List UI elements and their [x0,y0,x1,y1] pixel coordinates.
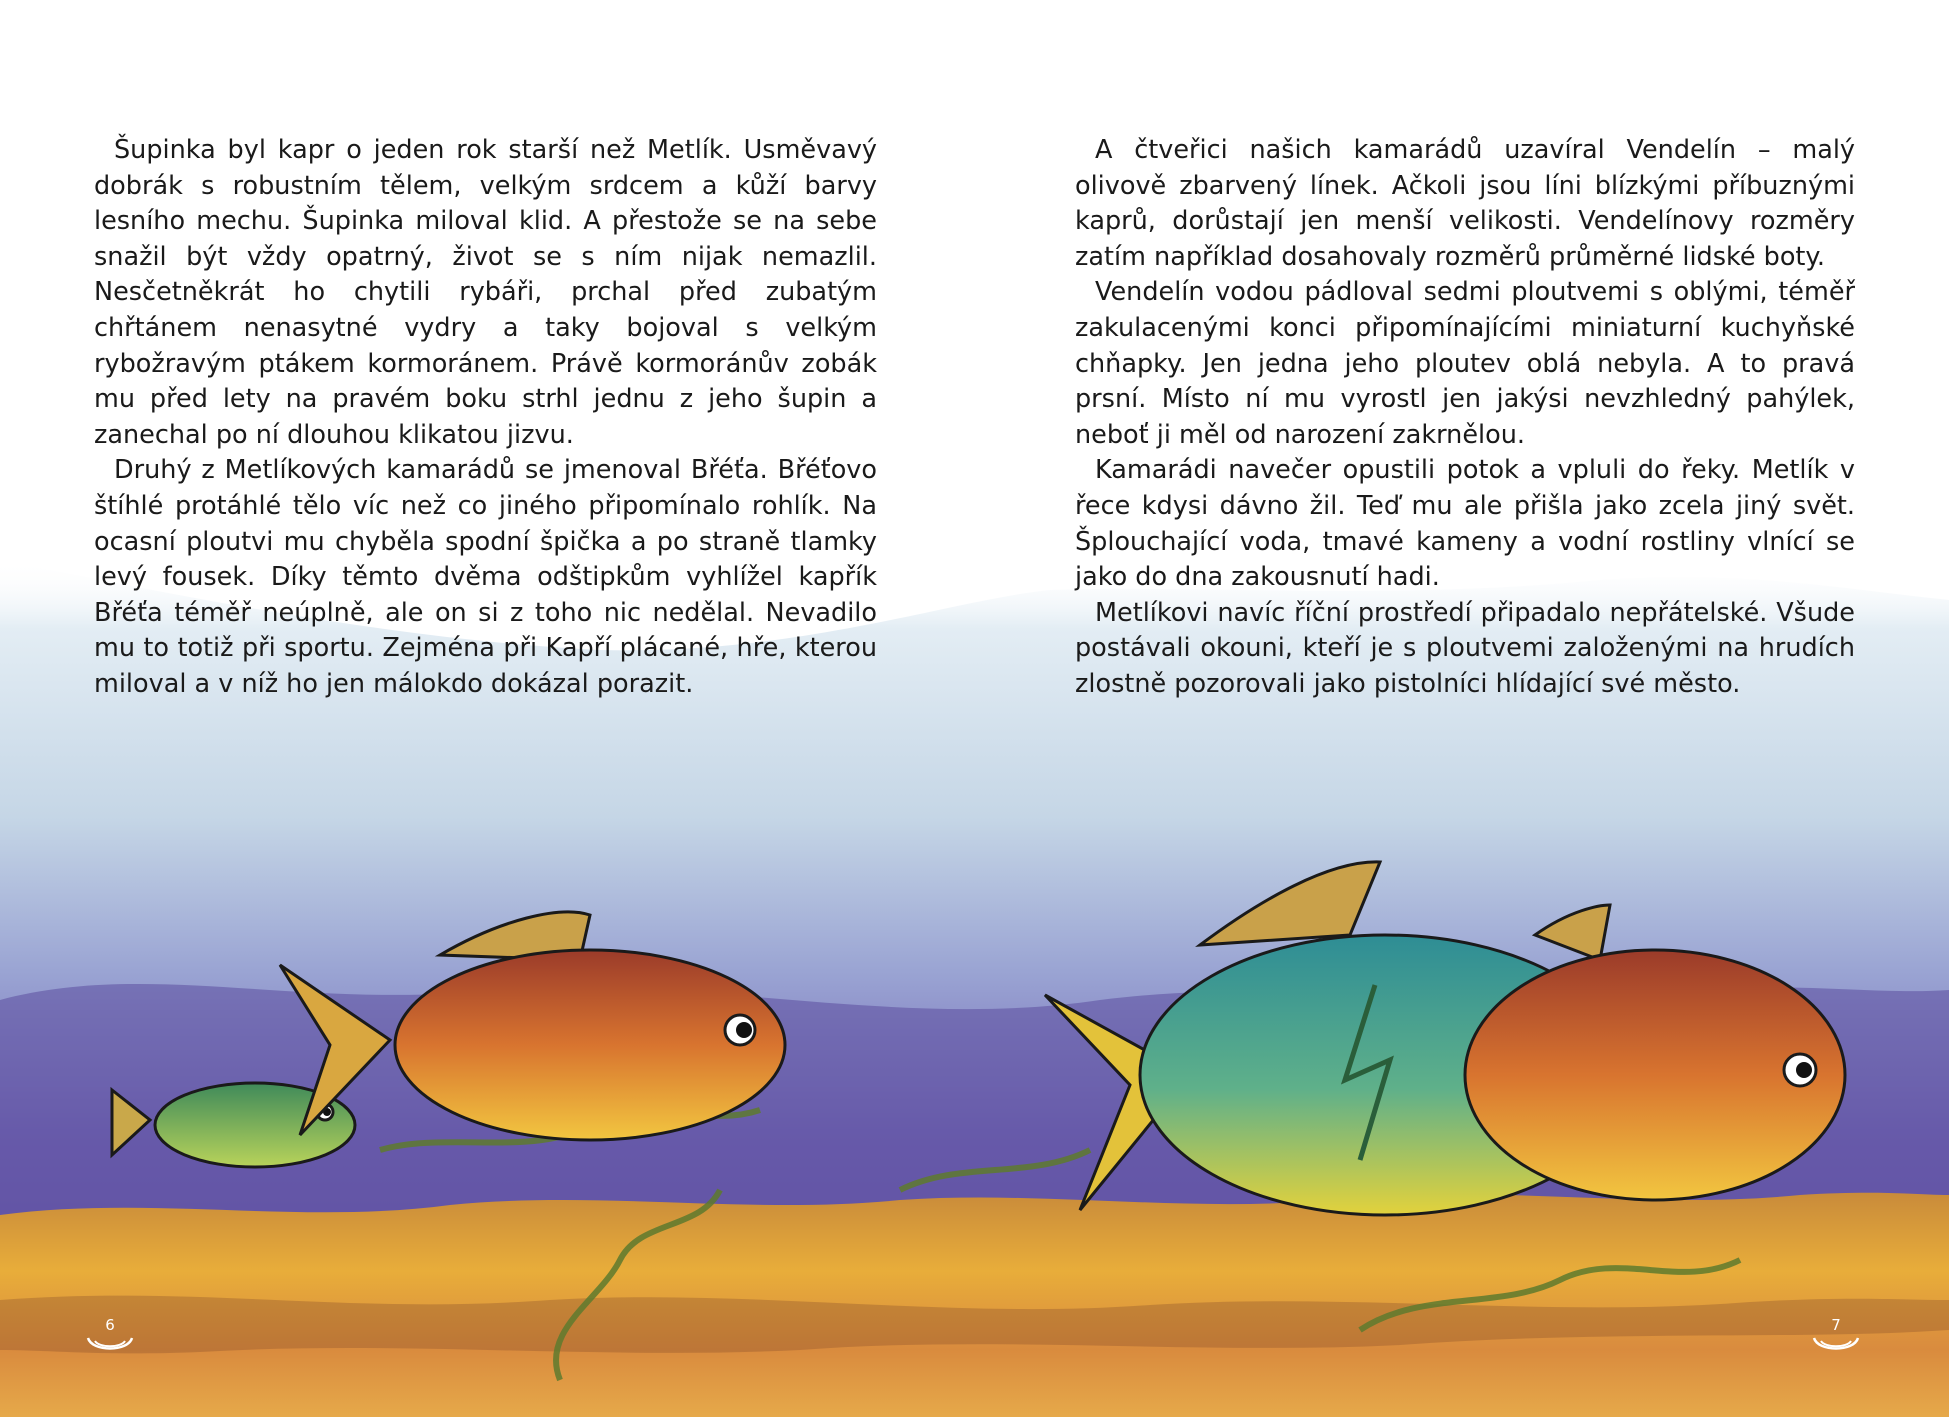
left-page-text [94,133,877,703]
page-number-text: 6 [105,1316,115,1334]
paragraph: Kamarádi navečer opustili potok a vpluli do řeky. Metlík v řece kdysi dávno žil. Teď mu ale přišla jako zcela jiný svět. Šplouchající voda, tmavé kameny a vodní rostliny vlnící se jako do dna zakousnutí hadi. [1075,455,1855,593]
right-page-text [1075,133,1855,703]
paragraph: Druhý z Metlíkových kamarádů se jmenoval Břéťa. Břéťovo štíhlé protáhlé tělo víc než co jiného připomínalo rohlík. Na ocasní ploutvi mu chyběla spodní špička a po straně tlamky levý fousek. Díky těmto dvěma odštipkům vyhlížel kapřík Břéťa téměř neúplně, ale on si z toho nic nedělal. Nevadilo mu to totiž při sportu. Zejména při Kapří plácané, hře, kterou miloval a v níž ho jen málokdo dokázal porazit. [94,455,877,699]
paragraph: Vendelín vodou pádloval sedmi ploutvemi s oblými, téměř zakulacenými konci připomínajícími miniaturní kuchyňské chňapky. Jen jedna jeho ploutev oblá nebyla. A to pravá prsní. Místo ní mu vyrostl jen jakýsi nevzhledný pahýlek, neboť ji měl od narození zakrnělou. [1075,277,1855,450]
paragraph: Metlíkovi navíc říční prostředí připadalo nepřátelské. Všude postávali okouni, kteří je s ploutvemi založenými na hrudích zlostně pozorovali jako pistolníci hlídající své město. [1075,597,1855,699]
page-number-left [80,1316,140,1366]
page-number-text: 7 [1831,1316,1841,1334]
page-number-right [1806,1316,1866,1366]
paragraph: A čtveřici našich kamarádů uzavíral Vendelín – malý olivově zbarvený línek. Ačkoli jsou líni blízkými příbuznými kaprů, dorůstají jen menší velikosti. Vendelínovy rozměry zatím například dosahovaly rozměrů průměrné lidské boty. [1075,135,1855,272]
paragraph: Šupinka byl kapr o jeden rok starší než Metlík. Usměvavý dobrák s robustním tělem, velkým srdcem a kůží barvy lesního mechu. Šupinka miloval klid. A přestože se na sebe snažil být vždy opatrný, život se s ním nijak nemazlil. Nesčetněkrát ho chytili rybáři, prchal před zubatým chřtánem nenasytné vydry a taky bojoval s velkým rybožravým ptákem kormoránem. Právě kormoránův zobák mu před lety na pravém boku strhl jednu z jeho šupin a zanechal po ní dlouhou klikatou jizvu. [94,135,877,450]
